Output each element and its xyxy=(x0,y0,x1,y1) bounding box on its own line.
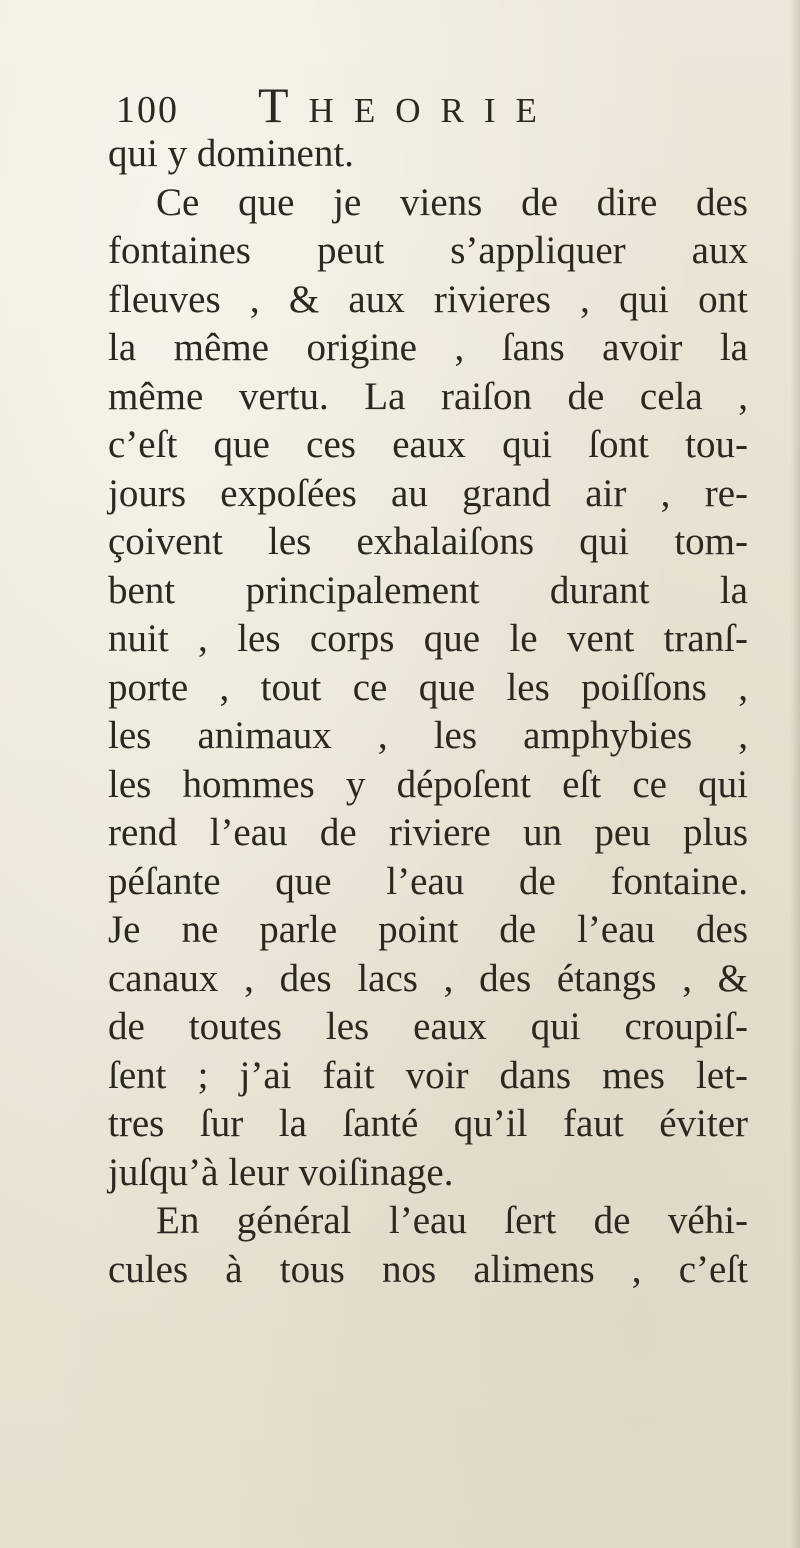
text-line: fleuves , & aux rivieres , qui ont xyxy=(108,277,748,321)
text-line: c’eſt que ces eaux qui ſont tou- xyxy=(108,423,748,466)
running-title: Theorie xyxy=(258,77,557,133)
text-line: çoivent les exhalaiſons qui tom- xyxy=(108,520,748,563)
text-line: En général l’eau ſert de véhi- xyxy=(156,1199,748,1242)
text-line: cules à tous nos alimens , c’eſt xyxy=(108,1247,748,1291)
text-line: jours expoſées au grand air , re- xyxy=(108,471,748,515)
text-line: de toutes les eaux qui croupiſ- xyxy=(108,1005,748,1048)
text-line: les animaux , les amphybies , xyxy=(108,714,748,757)
text-line: rend l’eau de riviere un peu plus xyxy=(108,811,748,854)
running-head xyxy=(116,76,716,136)
text-line: canaux , des lacs , des étangs , & xyxy=(108,956,748,1000)
text-line: juſqu’à leur voiſinage. xyxy=(108,1150,454,1194)
text-line: tres ſur la ſanté qu’il faut éviter xyxy=(108,1102,748,1145)
text-line: ſent ; j’ai fait voir dans mes let- xyxy=(108,1053,748,1097)
text-line: qui y dominent. xyxy=(108,132,354,175)
text-line: même vertu. La raiſon de cela , xyxy=(108,374,748,418)
page-number: 100 xyxy=(116,89,179,131)
text-line: porte , tout ce que les poiſſons , xyxy=(108,665,748,709)
text-line: Je ne parle point de l’eau des xyxy=(108,908,748,951)
text-line: nuit , les corps que le vent tranſ- xyxy=(108,617,748,660)
text-line: les hommes y dépoſent eſt ce qui xyxy=(108,762,748,806)
text-line: péſante que l’eau de fontaine. xyxy=(108,859,748,903)
text-line: la même origine , ſans avoir la xyxy=(108,326,748,369)
text-line: fontaines peut s’appliquer aux xyxy=(108,229,748,272)
text-line: Ce que je viens de dire des xyxy=(156,180,748,224)
text-line: bent principalement durant la xyxy=(108,568,748,612)
text-body xyxy=(108,130,748,1294)
